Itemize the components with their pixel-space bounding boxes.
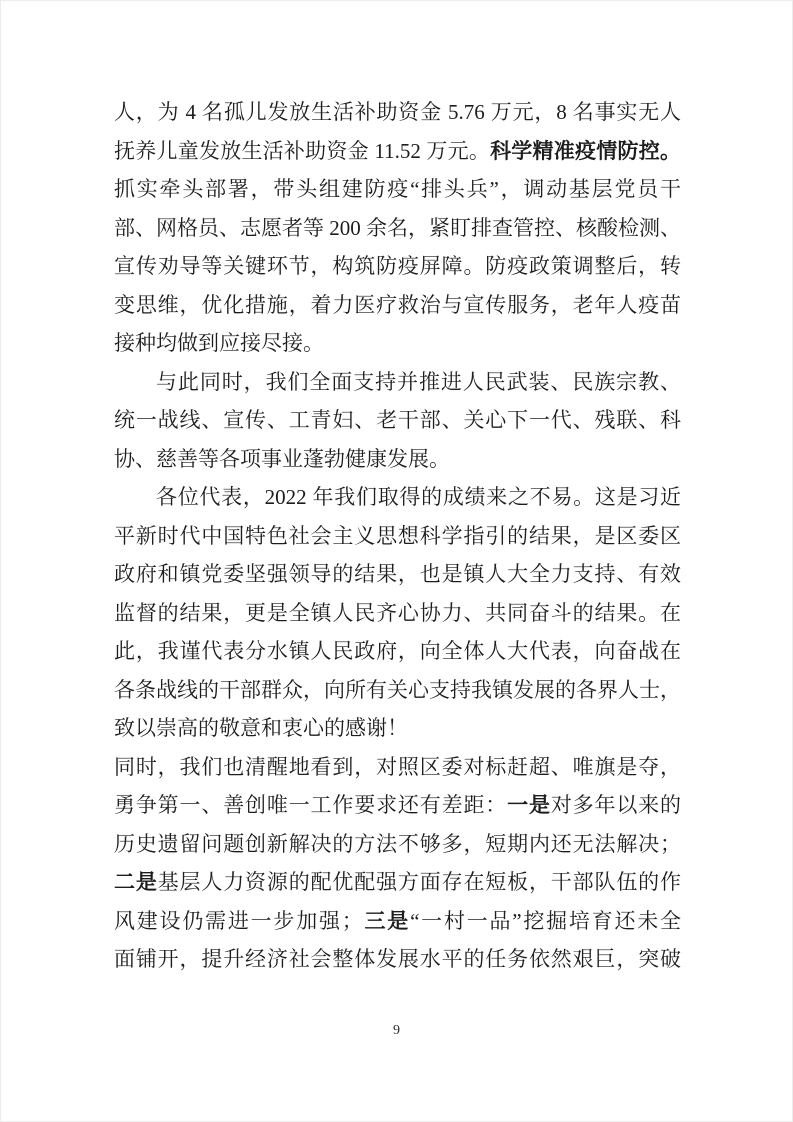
text-segment: 协、慈善等各项事业蓬勃健康发展。 bbox=[114, 446, 450, 471]
text-line bbox=[114, 93, 681, 132]
bold-text-segment: 二是 bbox=[114, 870, 158, 894]
text-segment: 监督的结果，更是全镇人民齐心协力、共同奋斗的结果。在 bbox=[114, 600, 681, 625]
text-line bbox=[114, 902, 681, 941]
text-line bbox=[114, 517, 681, 556]
document-body bbox=[114, 93, 681, 979]
text-segment: 抚养儿童发放生活补助资金 11.52 万元。 bbox=[114, 138, 491, 163]
text-segment: 面铺开，提升经济社会整体发展水平的任务依然艰巨，突破 bbox=[114, 947, 681, 971]
text-line bbox=[114, 286, 681, 325]
text-segment: 平新时代中国特色社会主义思想科学指引的结果，是区委区 bbox=[114, 523, 681, 548]
text-segment: 人，为 4 名孤儿发放生活补助资金 5.76 万元，8 名事实无人 bbox=[114, 100, 681, 124]
text-line bbox=[114, 863, 681, 902]
text-segment: 各条战线的干部群众，向所有关心支持我镇发展的各界人士， bbox=[114, 677, 681, 702]
bold-text-segment: 三是 bbox=[362, 908, 411, 933]
text-line bbox=[114, 786, 681, 825]
text-segment: 接种均做到应接尽接。 bbox=[114, 331, 324, 355]
text-line bbox=[114, 671, 681, 710]
bold-text-segment: 科学精准疫情防控。 bbox=[490, 138, 681, 163]
text-segment: 风建设仍需进一步加强； bbox=[114, 908, 363, 933]
text-segment: “一村一品”挖掘培育还未全 bbox=[410, 908, 682, 933]
text-line bbox=[114, 940, 681, 979]
bold-text-segment: 一是 bbox=[507, 793, 551, 817]
text-segment: 各位代表，2022 年我们取得的成绩来之不易。这是习近 bbox=[156, 485, 681, 509]
text-segment: 统一战线、宣传、工青妇、老干部、关心下一代、残联、科 bbox=[114, 408, 681, 432]
text-line bbox=[114, 170, 681, 209]
text-segment: 宣传劝导等关键环节，构筑防疫屏障。防疫政策调整后，转 bbox=[114, 254, 681, 278]
text-segment: 对多年以来的 bbox=[550, 793, 682, 817]
text-segment: 勇争第一、善创唯一工作要求还有差距： bbox=[114, 793, 508, 817]
text-line bbox=[114, 440, 681, 479]
text-segment: 政府和镇党委坚强领导的结果，也是镇人大全力支持、有效 bbox=[114, 562, 681, 586]
text-segment: 部、网格员、志愿者等 200 余名，紧盯排查管控、核酸检测、 bbox=[114, 215, 681, 240]
page-number: 9 bbox=[393, 1023, 400, 1038]
text-line bbox=[114, 209, 681, 248]
text-segment: 致以崇高的敬意和衷心的感谢！ bbox=[114, 716, 408, 740]
text-line bbox=[114, 324, 681, 363]
text-line bbox=[114, 555, 681, 594]
text-segment: 变思维，优化措施，着力医疗救治与宣传服务，老年人疫苗 bbox=[114, 292, 681, 317]
text-line bbox=[114, 709, 681, 748]
text-line bbox=[114, 632, 681, 671]
text-line bbox=[114, 247, 681, 286]
text-line bbox=[114, 132, 681, 171]
text-line bbox=[114, 825, 681, 864]
text-line bbox=[114, 363, 681, 402]
text-segment: 同时，我们也清醒地看到，对照区委对标赶超、唯旗是夺， bbox=[114, 754, 681, 779]
text-line bbox=[114, 594, 681, 633]
text-segment: 与此同时，我们全面支持并推进人民武装、民族宗教、 bbox=[156, 369, 681, 394]
text-segment: 此，我谨代表分水镇人民政府，向全体人大代表，向奋战在 bbox=[114, 639, 681, 663]
text-segment: 抓实牵头部署，带头组建防疫“排头兵”，调动基层党员干 bbox=[114, 177, 681, 201]
text-line bbox=[114, 478, 681, 517]
text-line bbox=[114, 401, 681, 440]
text-segment: 基层人力资源的配优配强方面存在短板，干部队伍的作 bbox=[157, 870, 682, 894]
text-segment: 历史遗留问题创新解决的方法不够多，短期内还无法解决； bbox=[114, 831, 681, 856]
text-line bbox=[114, 748, 681, 787]
